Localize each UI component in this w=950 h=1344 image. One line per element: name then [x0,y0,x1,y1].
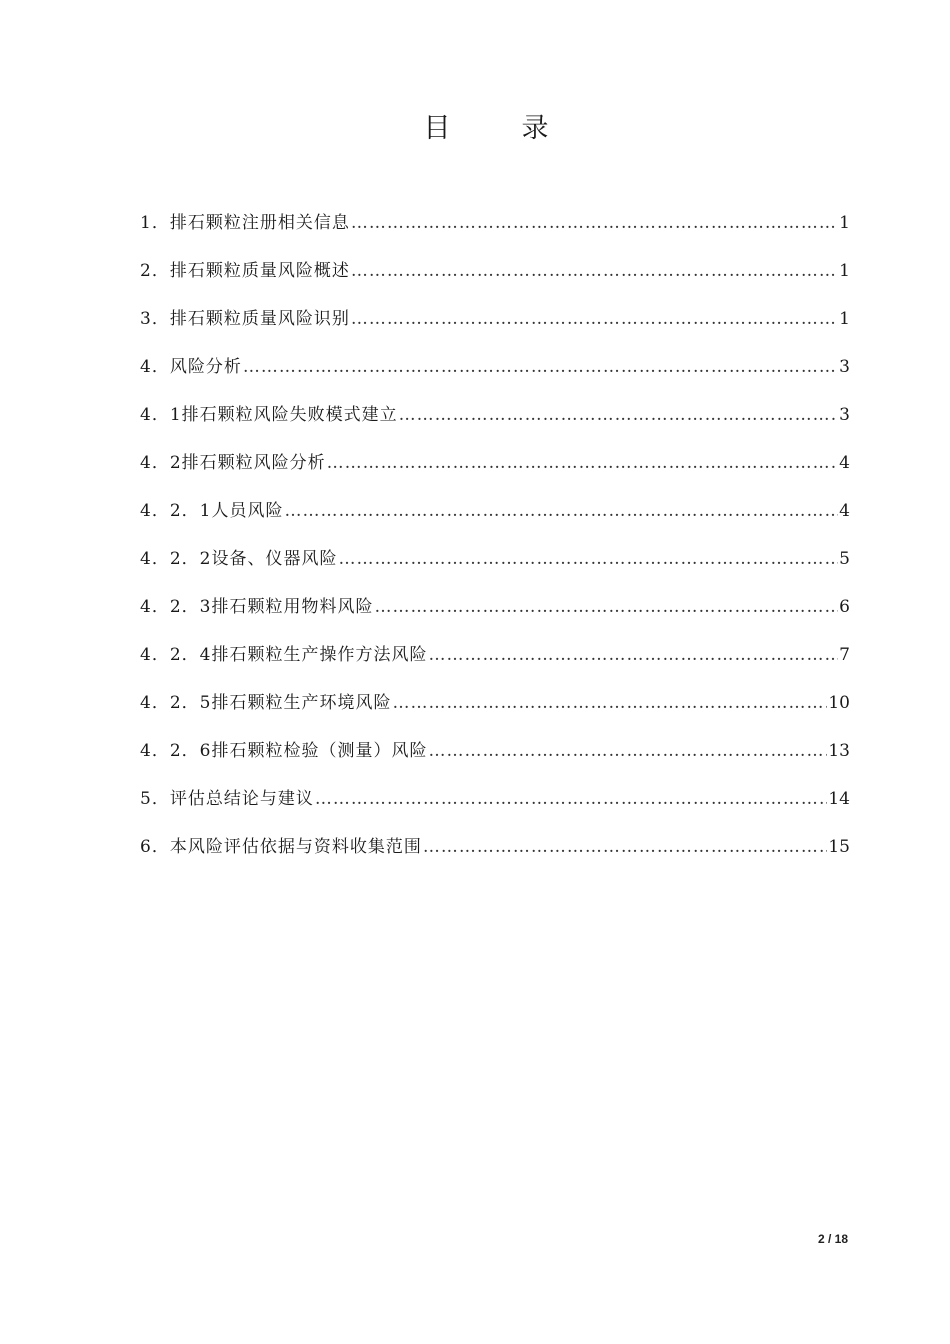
toc-entry-page: 6 [839,597,850,617]
toc-leader-dots [399,405,839,425]
toc-entry-text: 人员风险 [211,501,284,521]
toc-entry-page: 13 [828,741,850,761]
toc-entry-text: 排石颗粒质量风险识别 [169,309,350,329]
toc-entry-page: 15 [828,837,850,857]
toc-entry[interactable] [140,736,850,784]
toc-entry-page: 10 [828,693,850,713]
toc-entry[interactable] [140,400,850,448]
toc-entry-number: 4．2．4 [140,645,212,665]
toc-entry-page: 3 [839,357,850,377]
toc-entry-number: 4．2 [140,453,182,473]
toc-entry-text: 排石颗粒风险分析 [181,453,326,473]
toc-entry-text: 设备、仪器风险 [211,549,338,569]
toc-leader-dots [423,837,828,857]
toc-entry[interactable] [140,688,850,736]
toc-entry-page: 1 [839,261,850,281]
toc-leader-dots [428,741,827,761]
toc-leader-dots [392,693,827,713]
toc-entry[interactable] [140,352,850,400]
toc-entry-number: 4． [140,357,170,377]
toc-entry[interactable] [140,208,850,256]
toc-entry-number: 4．2．3 [140,597,212,617]
toc-entry-page: 4 [839,453,850,473]
toc-entry-number: 3． [140,309,170,329]
toc-entry-page: 14 [828,789,850,809]
toc-entry-text: 排石颗粒注册相关信息 [169,213,350,233]
toc-entry-text: 排石颗粒生产环境风险 [211,693,392,713]
toc-leader-dots [351,213,838,233]
toc-entry-page: 1 [839,213,850,233]
toc-leader-dots [338,549,838,569]
toc-entry-number: 4．1 [140,405,182,425]
toc-entry-text: 评估总结论与建议 [169,789,314,809]
toc-entry[interactable] [140,448,850,496]
toc-entry-number: 4．2．1 [140,501,212,521]
toc-entry-number: 1． [140,213,170,233]
toc-entry[interactable] [140,304,850,352]
toc-list [140,208,850,880]
toc-entry-number: 4．2．5 [140,693,212,713]
toc-entry-number: 6． [140,837,170,857]
toc-entry-page: 5 [839,549,850,569]
toc-entry-text: 本风险评估依据与资料收集范围 [169,837,422,857]
toc-entry-text: 风险分析 [169,357,242,377]
toc-entry-text: 排石颗粒检验（测量）风险 [211,741,428,761]
toc-entry-number: 4．2．6 [140,741,212,761]
toc-entry-page: 1 [839,309,850,329]
toc-entry-text: 排石颗粒生产操作方法风险 [211,645,428,665]
toc-entry[interactable] [140,256,850,304]
toc-leader-dots [351,309,838,329]
toc-entry-page: 7 [839,645,850,665]
toc-leader-dots [351,261,838,281]
toc-leader-dots [243,357,838,377]
toc-leader-dots [428,645,838,665]
toc-entry-page: 4 [839,501,850,521]
toc-leader-dots [327,453,839,473]
toc-entry-text: 排石颗粒风险失败模式建立 [181,405,398,425]
toc-entry-text: 排石颗粒质量风险概述 [169,261,350,281]
toc-entry[interactable] [140,592,850,640]
toc-leader-dots [315,789,828,809]
toc-entry[interactable] [140,640,850,688]
toc-leader-dots [284,501,838,521]
toc-leader-dots [374,597,838,617]
page-number-footer: 2 / 18 [817,1232,848,1246]
toc-entry-number: 5． [140,789,170,809]
toc-entry-number: 4．2．2 [140,549,212,569]
toc-entry[interactable] [140,544,850,592]
toc-entry[interactable] [140,784,850,832]
toc-title: 目 录 [423,113,571,144]
toc-entry-page: 3 [839,405,850,425]
toc-entry-number: 2． [140,261,170,281]
toc-entry[interactable] [140,832,850,880]
toc-entry[interactable] [140,496,850,544]
toc-entry-text: 排石颗粒用物料风险 [211,597,374,617]
